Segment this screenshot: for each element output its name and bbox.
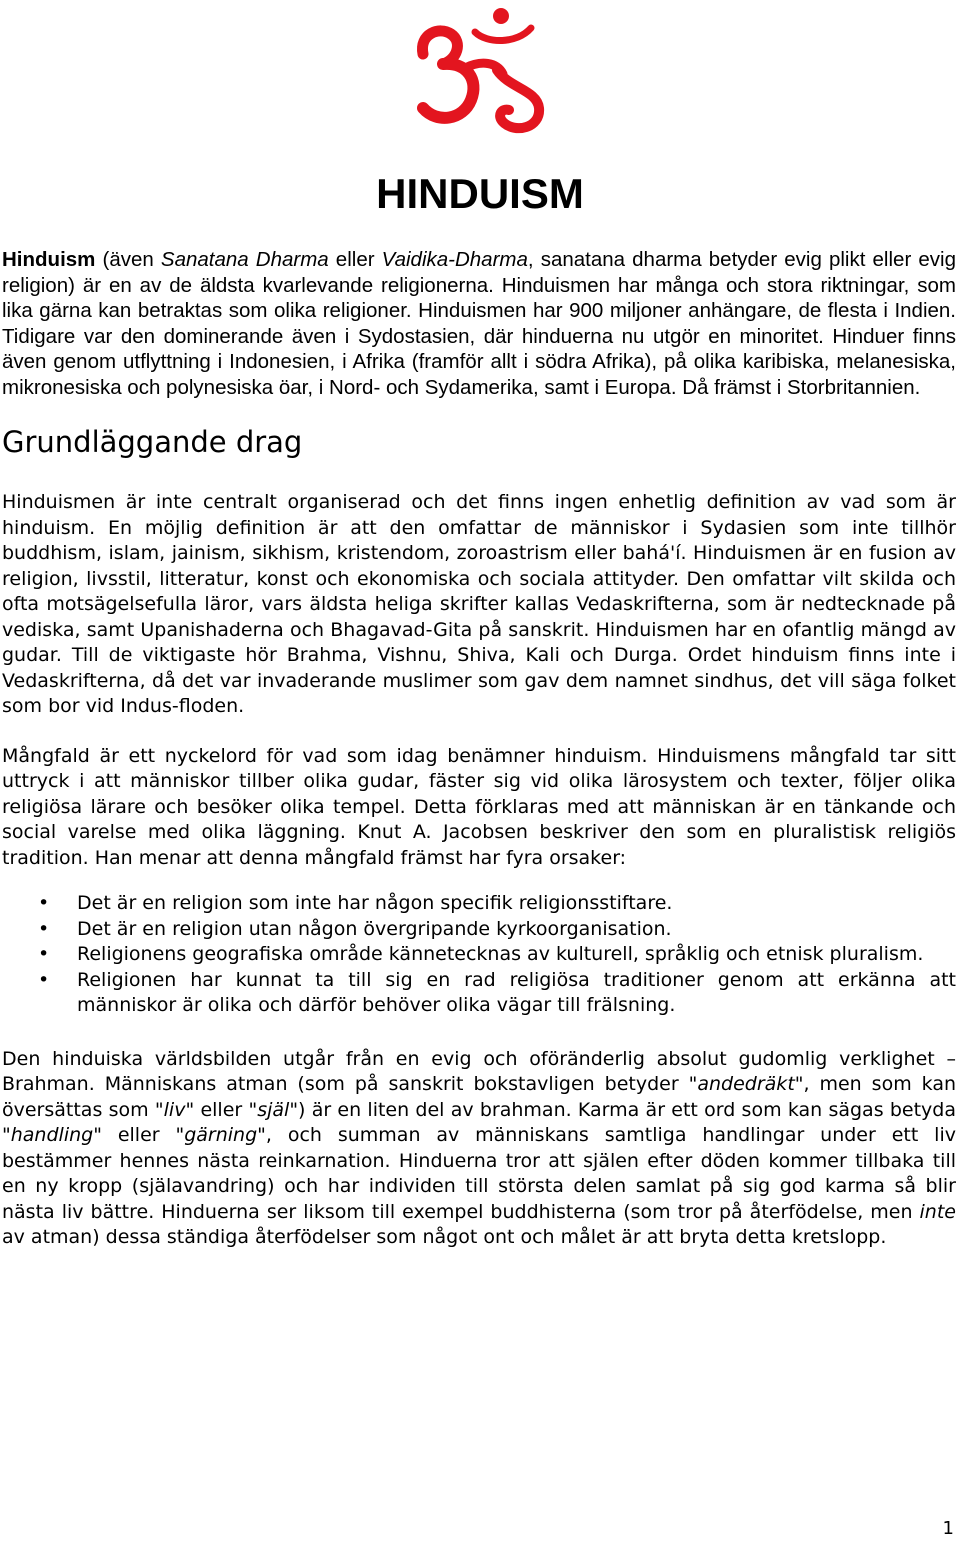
intro-italic-term: Vaidika-Dharma [381, 248, 528, 271]
worldview-italic: andedräkt [697, 1073, 795, 1095]
list-item [2, 917, 956, 943]
list-item [2, 891, 956, 917]
list-item-text: Religionens geografiska område kännetecknas av kulturell, språklig och etnisk pluralism. [77, 943, 924, 965]
page-number: 1 [942, 1518, 954, 1539]
intro-paragraph [2, 247, 956, 400]
list-item-text: Det är en religion som inte har någon specifik religionsstiftare. [77, 892, 673, 914]
bullet-icon: • [38, 943, 50, 965]
intro-text: Tidigare var den dominerande även i Sydostasien, där hinduerna nu utgör en minoritet. Hinduer finns även genom utflyttning i Indonesien, i Afrika (framför allt i södra Afrika), på olika karibiska, melanesiska, mikronesiska och polynesiska öar, i Nord- och Sydamerika, samt i Europa. Då främst i Storbritannien. [2, 324, 956, 399]
om-symbol-icon [405, 4, 555, 144]
worldview-italic: liv [163, 1098, 186, 1121]
worldview-italic: inte [919, 1200, 956, 1223]
worldview-text: ") är en liten del av brahman. Karma är ett ord som kan sägas betyda " [2, 1098, 956, 1146]
intro-term: Hinduism [2, 248, 96, 271]
paragraph-worldview [2, 1047, 956, 1251]
page-title: HINDUISM [376, 170, 584, 217]
intro-text: eller [328, 248, 382, 271]
list-item [2, 942, 956, 968]
worldview-italic: själ [257, 1098, 290, 1121]
paragraph-definition: Hinduismen är inte centralt organiserad och det finns ingen enhetlig definition av vad som är hinduism. En möjlig definition är att den omfattar de människor i Sydasien som inte tillhör buddhism, islam, jainism, sikhism, kristendom, zoroastrism eller bahá'í. Hinduismen är en fusion av religion, livsstil, litteratur, konst och ekonomiska och sociala attityder. Den omfattar vilt skilda och ofta motsägelsefulla läror, vars äldsta heliga skrifter kallas Vedaskrifterna, som är nedtecknade på vediska, samt Upanishaderna och Bhagavad-Gita på sanskrit. Hinduismen har en ofantlig mängd av gudar. Till de viktigaste hör Brahma, Vishnu, Shiva, Kali och Durga. Ordet hinduism finns inte i Vedaskrifterna, då det var invaderande muslimer som gav dem namnet sindhus, det vill säga folket som bor vid Indus-floden. [2, 491, 956, 717]
worldview-text: Den hinduiska världsbilden utgår från en evig och oföränderlig absolut gudomlig verklighet – Brahman. Människans atman (som på sanskrit bokstavligen betyder " [2, 1047, 956, 1095]
document-body [2, 247, 956, 1275]
worldview-text: av atman) dessa ständiga återfödelser som något ont och målet är att bryta detta kretslopp. [2, 1226, 887, 1248]
bullet-icon: • [38, 968, 50, 991]
worldview-text: " eller " [185, 1098, 258, 1121]
section-heading: Grundläggande drag [2, 425, 303, 459]
reasons-list [2, 891, 956, 1019]
list-item-text: Det är en religion utan någon övergripande kyrkoorganisation. [77, 917, 672, 940]
intro-italic-term: Sanatana Dharma [160, 248, 329, 271]
intro-text: , sanatana dharma betyder evig plikt eller evig religion) är en av de äldsta kvarlevande religionerna. Hinduismen har många och stora riktningar, som lika gärna kan betraktas som olika religioner. Hinduismen har 900 miljoner anhängare, de flesta i Indien. [2, 248, 956, 322]
worldview-text: " eller " [93, 1124, 185, 1146]
worldview-italic: handling [10, 1124, 94, 1146]
list-item-text: Religionen har kunnat ta till sig en rad religiösa traditioner genom att erkänna att människor är olika och därför behöver olika vägar till frälsning. [77, 968, 956, 1016]
list-item [2, 968, 956, 1019]
worldview-text: ", men som kan översättas som " [2, 1073, 957, 1121]
worldview-text: ", och summan av människans samtliga handlingar under ett liv bestämmer hennes nästa reinkarnation. Hinduerna tror att själen efter döden kommer tillbaka till en ny kropp (själavandring) och har individen till största delen samlat på sig god karma så blir nästa liv bättre. Hinduerna ser liksom till exempel buddhisterna (som tror på återfödelse, men [2, 1124, 956, 1223]
bullet-icon: • [38, 892, 50, 914]
bullet-icon: • [38, 917, 50, 940]
intro-text: (även [95, 248, 161, 271]
paragraph-diversity: Mångfald är ett nyckelord för vad som idag benämner hinduism. Hinduismens mångfald tar sitt uttryck i att människor tillber olika gudar, fäster sig vid olika lärosystem och texter, följer olika religiösa lärare och besöker olika tempel. Detta förklaras med att människan är en tänkande och social varelse med olika läggning. Knut A. Jacobsen beskriver den som en pluralistisk religiös tradition. Han menar att denna mångfald främst har fyra orsaker: [2, 744, 956, 869]
om-logo-graphic [405, 4, 555, 144]
worldview-italic: gärning [184, 1124, 258, 1146]
